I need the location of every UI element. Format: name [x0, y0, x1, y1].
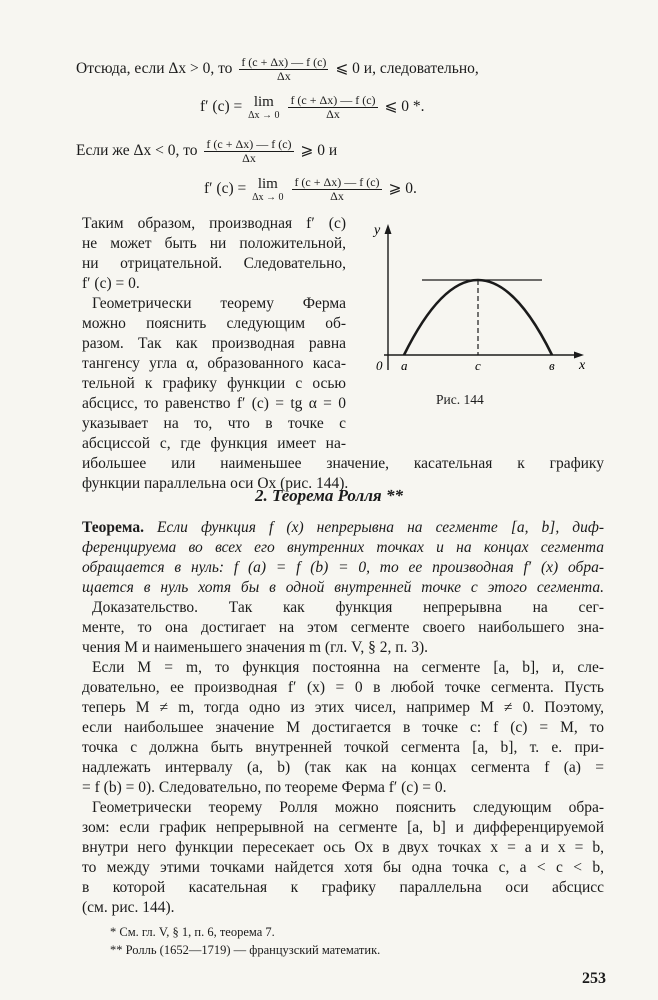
left-col-line: тельной к графику функции с осью — [82, 375, 346, 392]
formula-line-3 — [76, 138, 337, 165]
formula-1-prefix: Отсюда, если Δx > 0, то — [76, 60, 233, 78]
left-col-line: Таким образом, производная f′ (c) — [82, 215, 346, 232]
proof-line: (см. рис. 144). — [82, 899, 175, 916]
proof-line: если наибольшее значение M достигается в точке c: f (c) = M, то — [82, 719, 604, 736]
footnote: * См. гл. V, § 1, п. 6, теорема 7. — [110, 925, 275, 939]
left-col-line: указывает на то, что в точке c — [82, 415, 346, 432]
c-label: c — [475, 358, 481, 373]
formula-3-suffix: ⩾ 0 и — [300, 142, 338, 160]
proof-line: внутри него функции пересекает ось Ox в двух точках x = a и x = b, — [82, 839, 604, 856]
limit: lim Δx → 0 — [252, 176, 284, 203]
page-number: 253 — [582, 970, 606, 987]
proof-line: в которой касательная к графику параллельна оси абсцисс — [82, 879, 604, 896]
proof-line: Если M = m, то функция постоянна на сегменте [a, b], и, сле- — [92, 659, 604, 676]
left-col-line: абсциссой c, где функция имеет на- — [82, 435, 346, 452]
proof-line: = f (b) = 0). Следовательно, по теореме Ферма f′ (c) = 0. — [82, 779, 447, 796]
section-title: 2. Теорема Ролля ** — [255, 486, 403, 505]
y-axis-arrow — [385, 224, 392, 234]
left-col-line: разом. Так как производная равна — [82, 335, 346, 352]
proof-line: зом: если график непрерывной на сегменте [a, b] и дифференцируемой — [82, 819, 604, 836]
body-line: функции параллельна оси Ox (рис. 144). — [82, 475, 349, 492]
proof-line: чения M и наименьшего значения m (гл. V, § 2, п. 3). — [82, 639, 429, 656]
formula-3-prefix: Если же Δx < 0, то — [76, 142, 198, 160]
fraction: $\frac{f (c + \Delta x) — f (c)}{\Delta x}$ — [241, 55, 327, 83]
left-col-line: f′ (c) = 0. — [82, 275, 140, 292]
formula-line-2 — [200, 94, 425, 121]
formula-2-suffix: ⩽ 0 *. — [384, 98, 425, 116]
proof-line: надлежать интервалу (a, b) (так как на концах сегмента f (a) = — [82, 759, 604, 776]
theorem-line: Теорема. Если функция f (x) непрерывна на сегменте [a, b], диф- — [82, 519, 605, 536]
formula-2-prefix: f′ (c) = — [200, 98, 243, 116]
formula-line-1 — [76, 56, 479, 83]
body-line: ибольшее или наименьшее значение, касательная к графику — [82, 455, 604, 472]
origin-label: 0 — [376, 358, 383, 373]
proof-line: теперь M ≠ m, тогда одно из этих чисел, например M ≠ 0. Поэтому, — [82, 699, 604, 716]
a-label: a — [401, 358, 408, 373]
left-col-line: можно пояснить следующим об- — [82, 315, 346, 332]
theorem-line: щается в нуль хотя бы в одной внутренней точке c этого сегмента. — [82, 579, 604, 596]
footnote: ** Ролль (1652—1719) — французский математик. — [110, 943, 381, 957]
fraction: $\frac{f (c + \Delta x) — f (c)}{\Delta x}$ — [294, 175, 380, 203]
formula-4-prefix: f′ (c) = — [204, 180, 247, 198]
theorem-label: Теорема. — [82, 519, 144, 536]
y-label: y — [374, 223, 381, 238]
proof-line: Геометрически теорему Ролля можно пояснить следующим обра- — [92, 799, 604, 816]
figure-144 — [366, 220, 596, 382]
theorem-line: обращается в нуль: f (a) = f (b) = 0, то ее производная f′ (x) обра- — [82, 559, 604, 576]
proof-line: то между этими точками найдется хотя бы одна точка c, a < c < b, — [82, 859, 604, 876]
limit: lim Δx → 0 — [248, 94, 280, 121]
formula-1-suffix: ⩽ 0 и, следовательно, — [335, 60, 479, 78]
left-col-line: не может быть ни положительной, — [82, 235, 346, 252]
fraction: $\frac{f (c + \Delta x) — f (c)}{\Delta x}$ — [290, 93, 376, 121]
formula-line-4 — [204, 176, 417, 203]
proof-line: довательно, ее производная f′ (x) = 0 в любой точке сегмента. Пусть — [82, 679, 604, 696]
formula-4-suffix: ⩾ 0. — [388, 180, 417, 198]
proof-line: точка c должна быть внутренней точкой сегмента [a, b], т. е. при- — [82, 739, 604, 756]
left-col-line: тангенсу угла α, образованного каса- — [82, 355, 346, 372]
figure-caption: Рис. 144 — [436, 392, 484, 407]
fraction: $\frac{f (c + \Delta x) — f (c)}{\Delta x}$ — [206, 137, 292, 165]
left-col-line: ни отрицательной. Следовательно, — [82, 255, 346, 272]
theorem-line: ференцируема во всех его внутренних точках и на концах сегмента — [82, 539, 604, 556]
b-label: в — [549, 358, 555, 373]
proof-line: менте, то она достигает на этом сегменте своего наибольшего зна- — [82, 619, 604, 636]
x-label: x — [579, 358, 586, 373]
left-col-line: абсцисс, то равенство f′ (c) = tg α = 0 — [82, 395, 346, 412]
proof-line: Доказательство. Так как функция непрерывна на сег- — [92, 599, 604, 616]
left-col-line: Геометрически теорему Ферма — [92, 295, 346, 312]
